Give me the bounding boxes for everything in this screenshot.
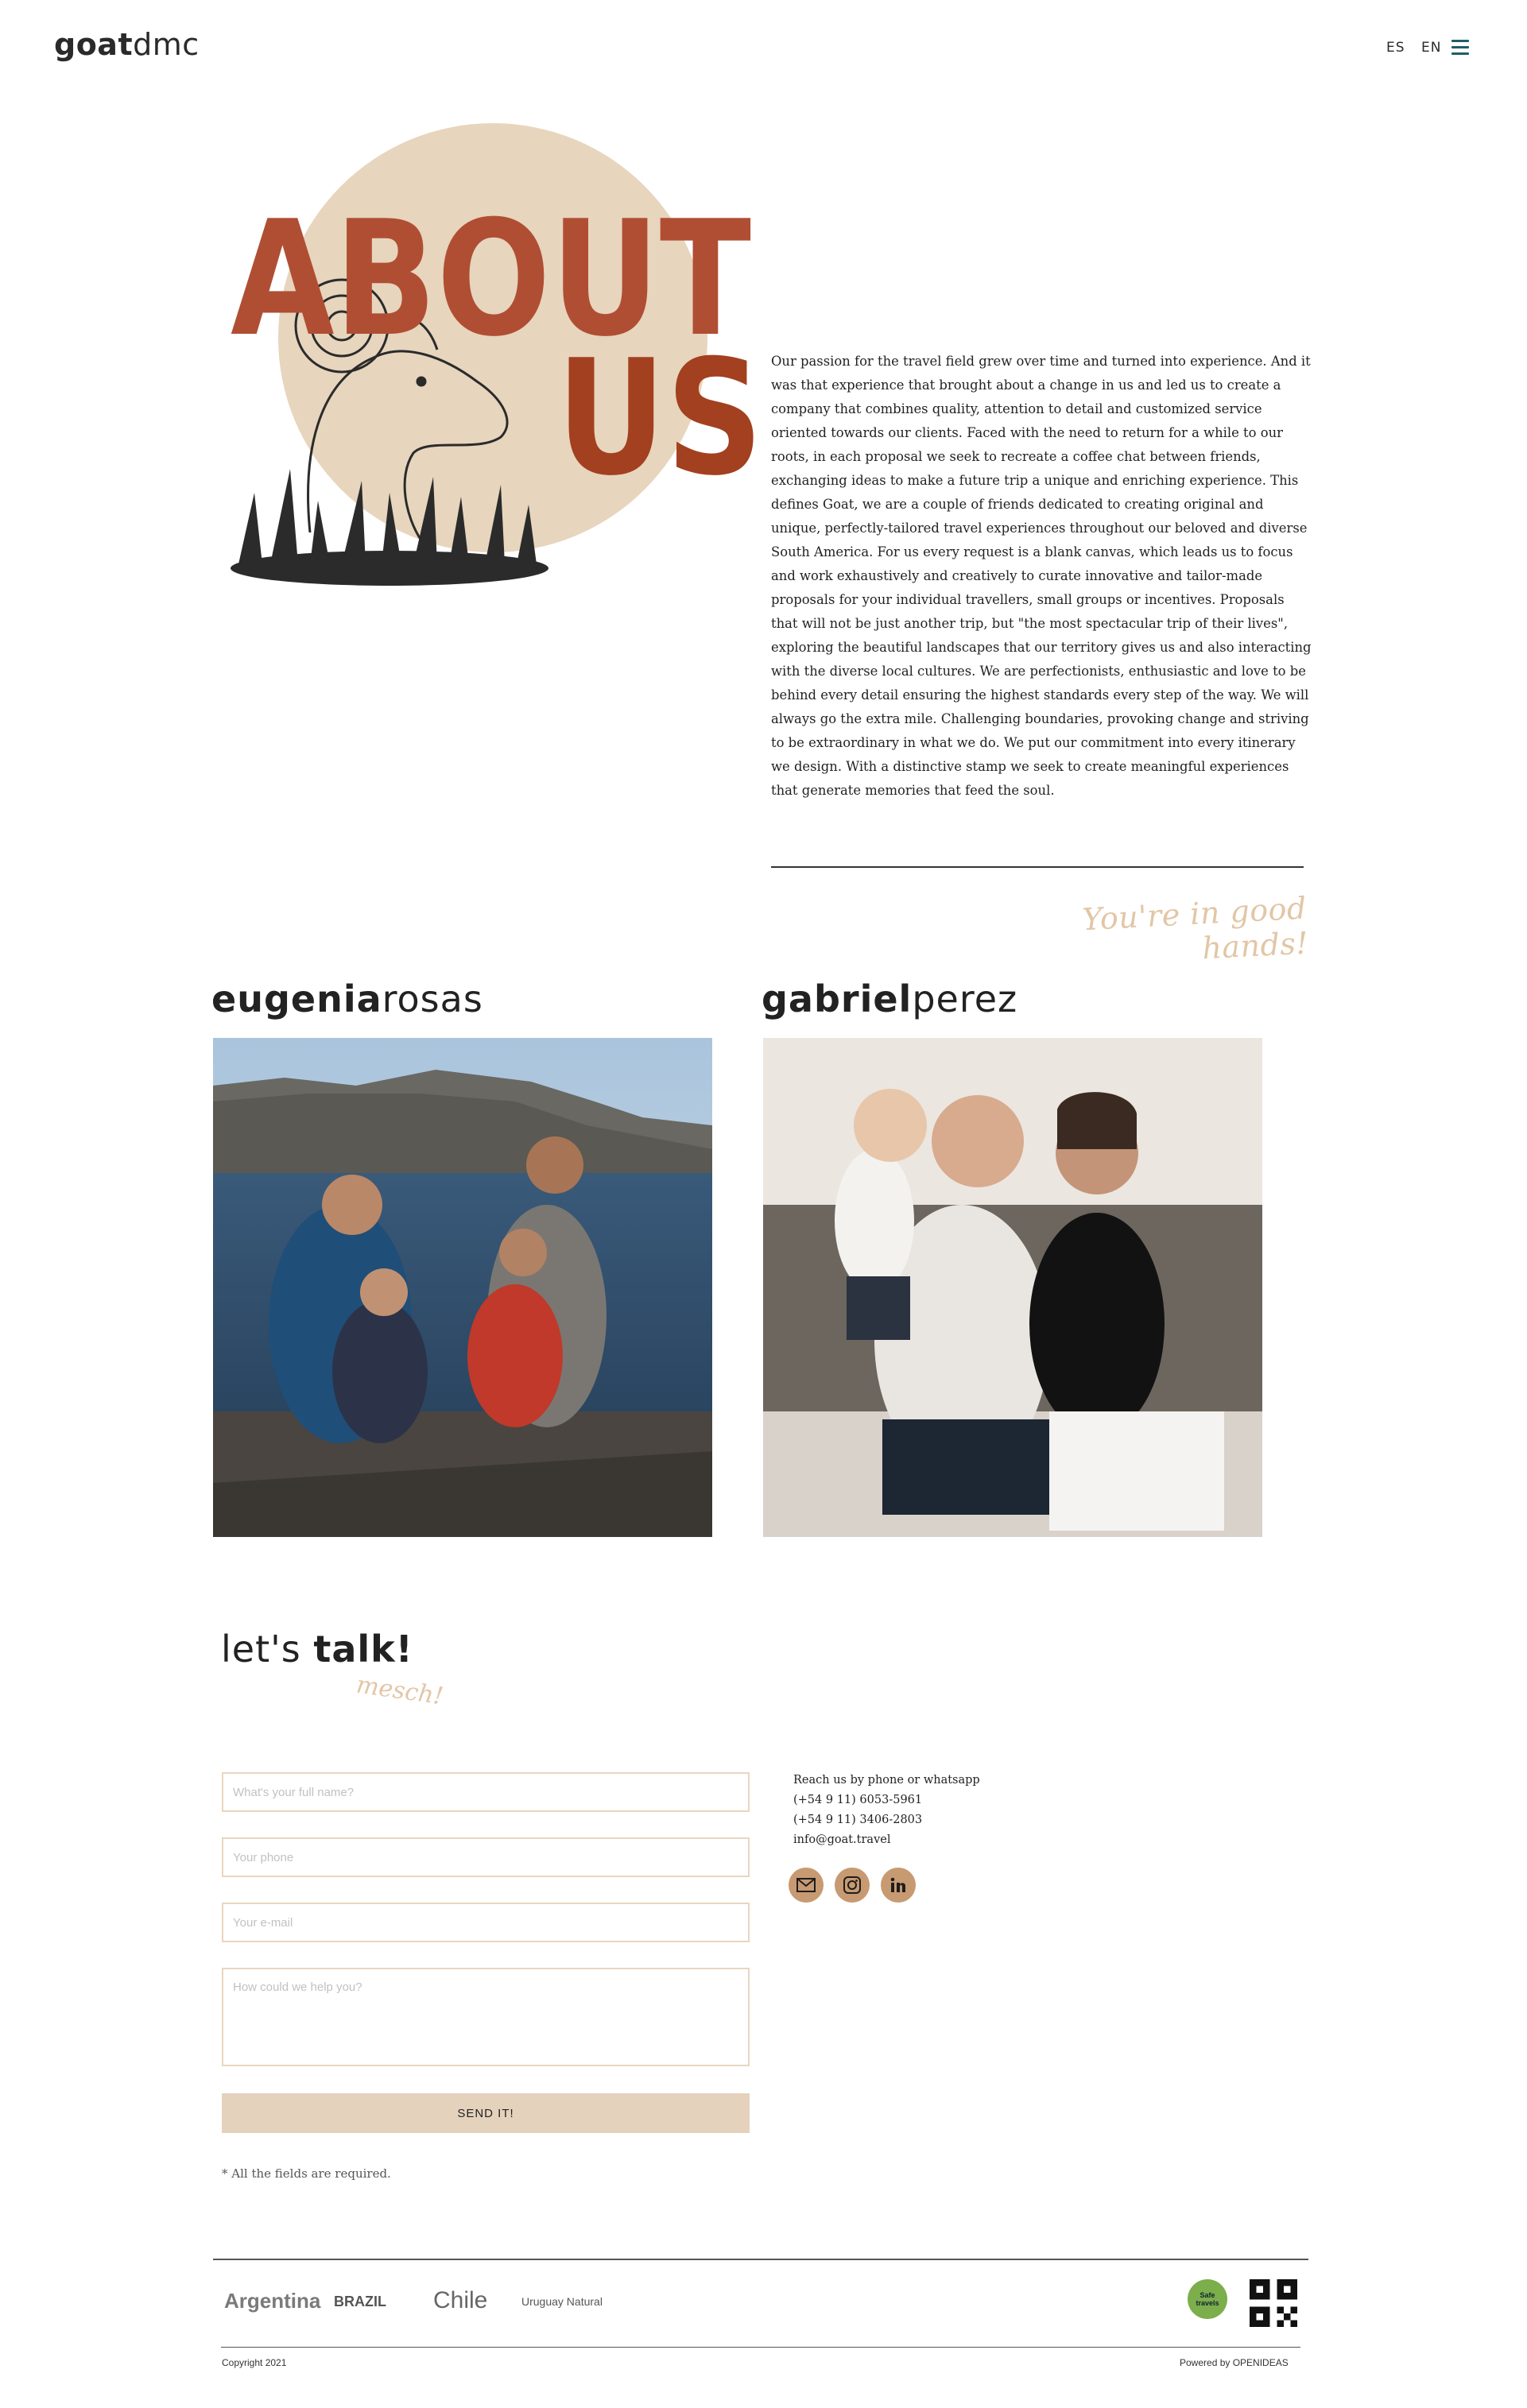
email-input[interactable] <box>222 1903 750 1942</box>
uruguay-logo: Uruguay Natural <box>521 2295 603 2308</box>
about-body: Our passion for the travel field grew over time and turned into experience. And it was that experience that brought about a change in us and led us to create a company that combines quality, attention to detail and customized service oriented towards our clients. Faced with the need to return for a while to our roots, in each proposal we seek to recreate a coffee chat between friends, exchanging ideas to make a future trip a unique and enriching experience. This defines Goat, we are a couple of friends dedicated to creating original and unique, perfectly-tailored travel experiences throughout our beloved and diverse South America. For us every request is a blank canvas, which leads us to focus and work exhaustively and creatively to curate innovative and tailor-made proposals for your individual travellers, small groups or incentives. Proposals that will not be just another trip, but "the most spectacular trip of their lives", exploring the beautiful landscapes that our territory gives us and also interacting with the diverse local cultures. We are perfectionists, enthusiastic and love to be behind every detail ensuring the highest standards every step of the way. We will always go the extra mile. Challenging boundaries, provoking change and striving to be extraordinary in what we do. We put our commitment into every itinerary we design. With a distinctive stamp we seek to create meaningful experiences that generate memories that feed the soul. <box>771 354 1312 798</box>
brand-light: dmc <box>133 27 200 62</box>
phone-number-1[interactable]: (+54 9 11) 6053-5961 <box>793 1794 923 1806</box>
qr-code-icon <box>1250 2279 1297 2327</box>
powered-by-link[interactable]: Powered by OPENIDEAS <box>1180 2357 1289 2368</box>
about-illustration <box>223 119 763 628</box>
send-button[interactable]: SEND IT! <box>222 2093 750 2133</box>
argentina-logo: Argentina <box>224 2289 321 2313</box>
brazil-logo: BRAZIL <box>334 2294 386 2309</box>
footer-divider-top <box>213 2259 1308 2260</box>
member-last-name: rosas <box>382 978 483 1020</box>
contact-info <box>793 1771 980 1850</box>
family-photo-1 <box>213 1038 712 1537</box>
sofa-family-image <box>763 1038 1262 1537</box>
lang-es-link[interactable]: ES <box>1386 40 1405 56</box>
instagram-icon[interactable] <box>835 1868 870 1903</box>
reach-label: Reach us by phone or whatsapp <box>793 1774 980 1787</box>
about-tagline: You're in good hands! <box>1081 890 1310 966</box>
contact-email[interactable]: info@goat.travel <box>793 1833 891 1846</box>
copyright-text: Copyright 2021 <box>222 2357 287 2368</box>
member-first-name: eugenia <box>211 978 382 1020</box>
phone-input[interactable] <box>222 1837 750 1877</box>
required-note: * All the fields are required. <box>222 2166 391 2181</box>
safe-travels-badge: Safe travels <box>1188 2279 1227 2319</box>
contact-title-bold: talk! <box>313 1628 413 1671</box>
full-name-input[interactable] <box>222 1772 750 1812</box>
lang-en-link[interactable]: EN <box>1421 40 1442 56</box>
brand-logo[interactable] <box>54 27 200 62</box>
menu-icon[interactable] <box>1451 40 1469 56</box>
about-divider <box>771 866 1304 868</box>
about-hero <box>223 119 763 628</box>
mail-icon[interactable] <box>789 1868 824 1903</box>
about-title-line2: US <box>556 326 763 511</box>
about-title-line1: ABOUT <box>231 187 751 372</box>
message-textarea[interactable] <box>222 1968 750 2066</box>
member-name-2 <box>762 978 1017 1020</box>
phone-number-2[interactable]: (+54 9 11) 3406-2803 <box>793 1814 923 1826</box>
chile-logo: Chile <box>433 2287 488 2313</box>
brand-bold: goat <box>54 27 134 62</box>
lake-family-image <box>213 1038 712 1537</box>
contact-title <box>221 1628 413 1671</box>
contact-script: mesch! <box>355 1671 445 1711</box>
contact-title-light: let's <box>221 1628 314 1671</box>
member-last-name: perez <box>912 978 1018 1020</box>
linkedin-icon[interactable] <box>881 1868 916 1903</box>
member-name-1 <box>211 978 483 1020</box>
member-first-name: gabriel <box>762 978 913 1020</box>
footer-divider-bottom <box>221 2347 1300 2348</box>
family-photo-2 <box>763 1038 1262 1537</box>
